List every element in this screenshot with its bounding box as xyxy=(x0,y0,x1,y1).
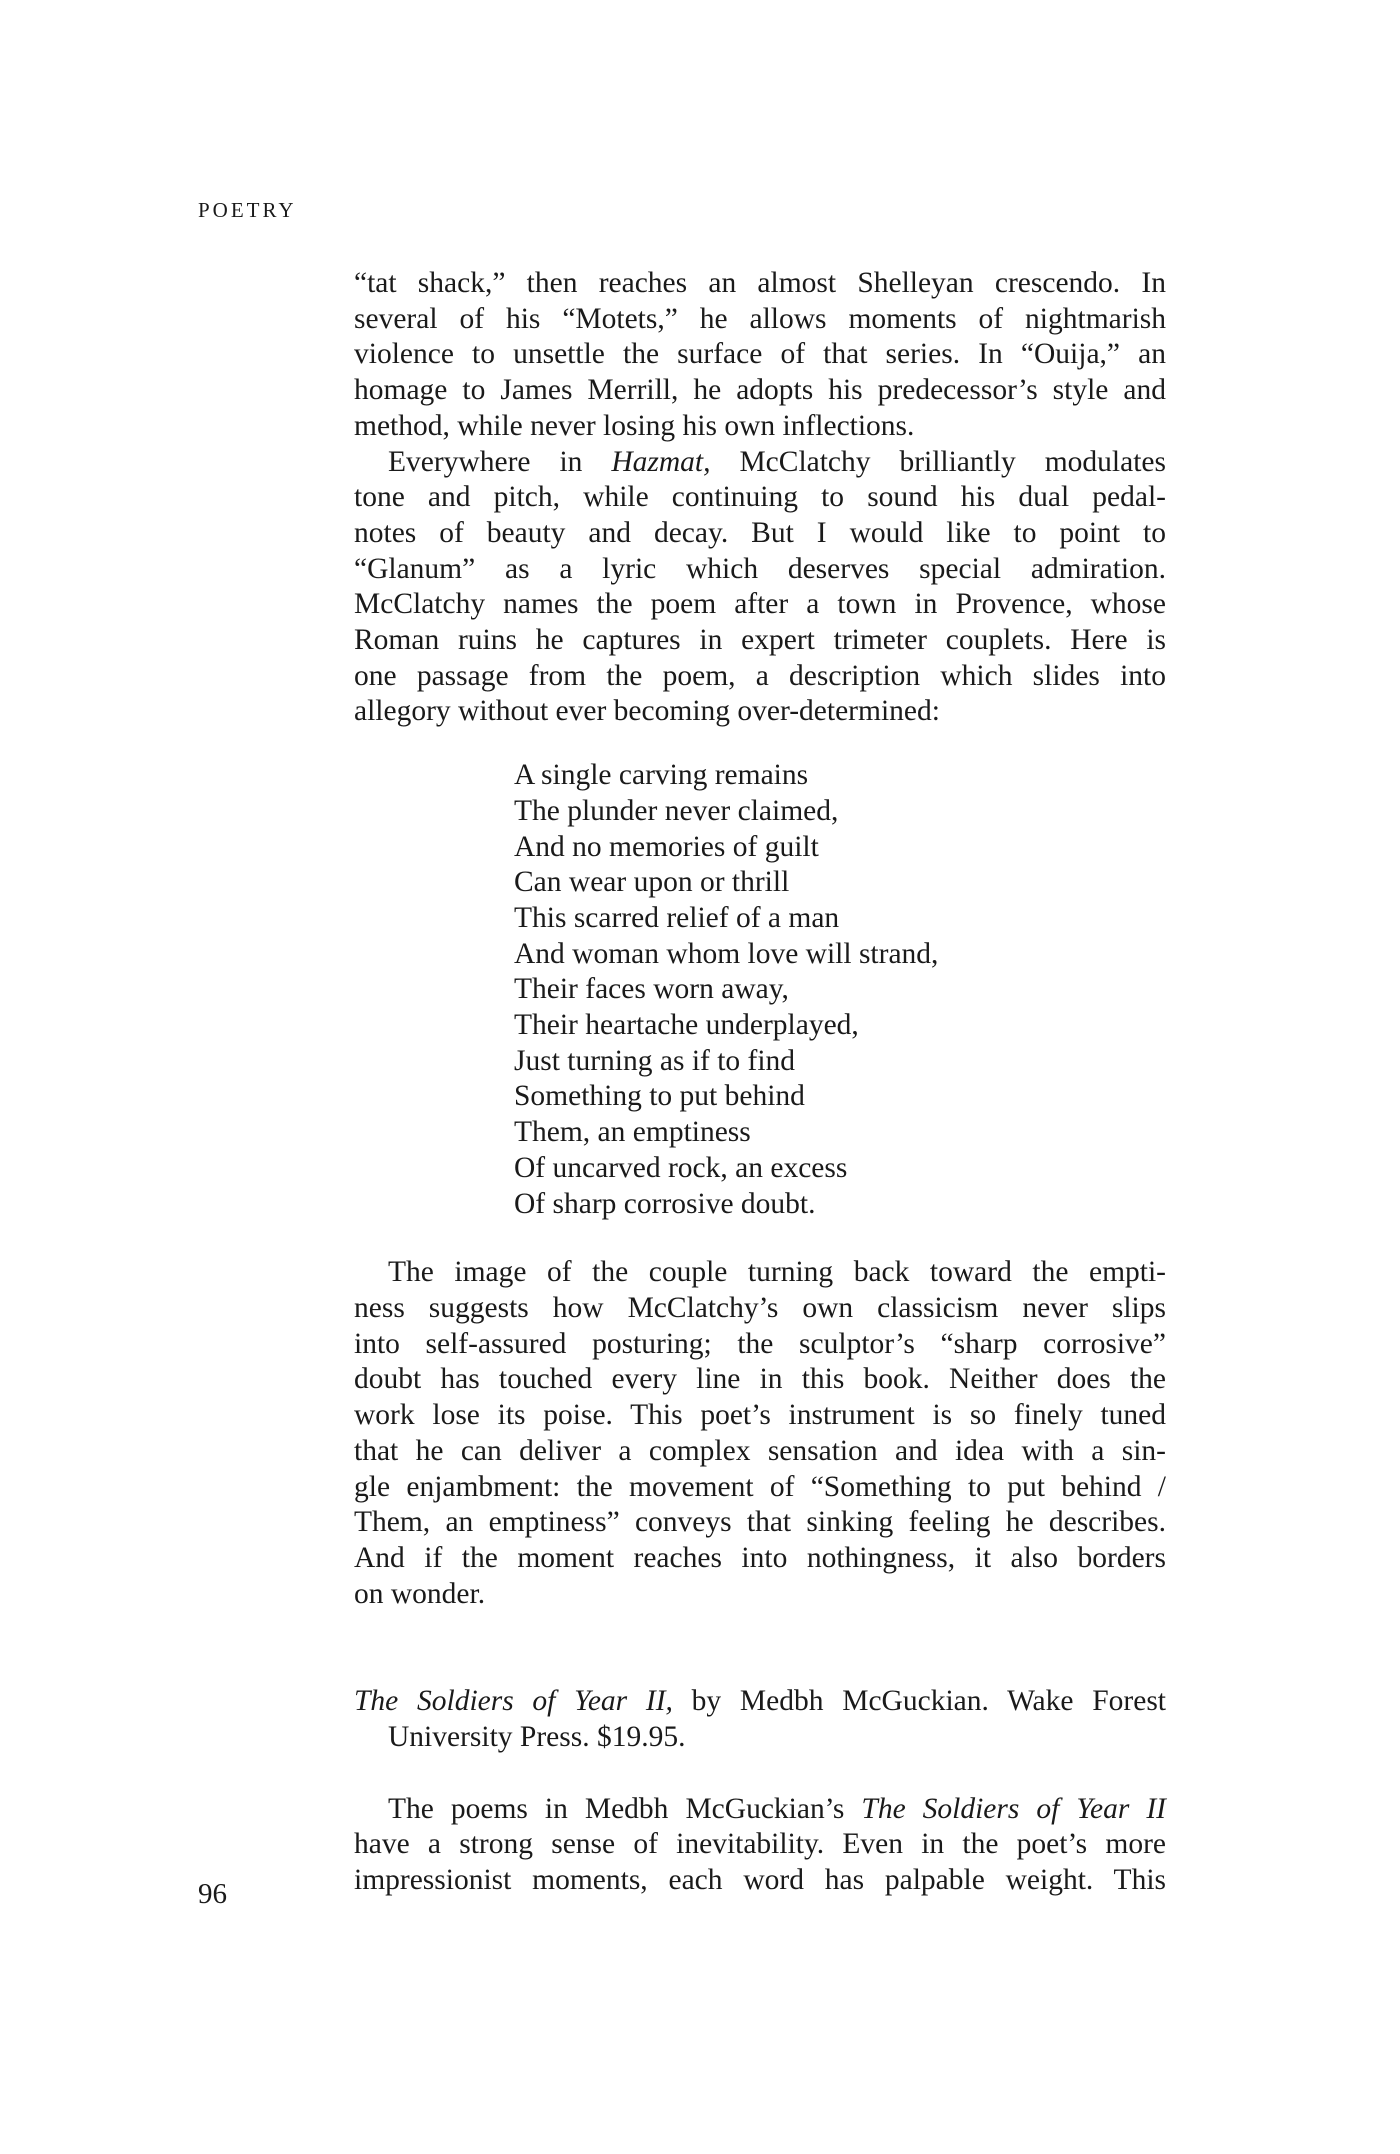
text-line: violence to unsettle the surface of that series. In “Ouija,” an xyxy=(354,338,1166,371)
paragraph-1 xyxy=(354,266,1166,445)
book-title-soldiers: The Soldiers of Year II xyxy=(861,1792,1167,1825)
text-column xyxy=(354,266,1166,1899)
review-byline: by Medbh McGuckian. Wake Forest xyxy=(672,1685,1166,1718)
text-line: have a strong sense of inevitability. Even in the poet’s more xyxy=(354,1828,1166,1861)
text-span: The poems in Medbh McGuckian’s xyxy=(388,1792,862,1825)
poem-line: Something to put behind xyxy=(514,1080,805,1113)
text-line: McClatchy names the poem after a town in Provence, whose xyxy=(354,588,1166,621)
text-line: method, while never losing his own inflections. xyxy=(354,409,915,442)
text-line: into self-assured posturing; the sculptor’s “sharp corrosive” xyxy=(354,1327,1166,1360)
text-span: McClatchy brilliantly modulates xyxy=(710,445,1166,478)
text-line: Them, an emptiness” conveys that sinking feeling he describes. xyxy=(354,1506,1166,1539)
poem-line: Them, an emptiness xyxy=(514,1116,751,1149)
review-header xyxy=(354,1684,1166,1755)
page-number: 96 xyxy=(198,1878,227,1910)
poem-excerpt xyxy=(354,758,1166,1222)
text-line: several of his “Motets,” he allows moments of nightmarish xyxy=(354,302,1166,335)
poem-line: This scarred relief of a man xyxy=(514,901,840,934)
text-line xyxy=(354,445,1166,481)
poem-line: Can wear upon or thrill xyxy=(514,866,790,899)
text-line: impressionist moments, each word has palpable weight. This xyxy=(354,1864,1166,1897)
text-line: notes of beauty and decay. But I would like to point to xyxy=(354,516,1166,549)
poem-line: Of sharp corrosive doubt. xyxy=(514,1187,816,1220)
poem-line: And woman whom love will strand, xyxy=(514,937,939,970)
text-line: tone and pitch, while continuing to sound his dual pedal- xyxy=(354,481,1166,514)
text-line: work lose its poise. This poet’s instrument is so finely tuned xyxy=(354,1399,1166,1432)
poem-line: Of uncarved rock, an excess xyxy=(514,1151,848,1184)
paragraph-4 xyxy=(354,1792,1166,1899)
text-line: ness suggests how McClatchy’s own classicism never slips xyxy=(354,1291,1166,1324)
paragraph-3 xyxy=(354,1255,1166,1612)
running-head: POETRY xyxy=(198,198,297,222)
text-line: homage to James Merrill, he adopts his predecessor’s style and xyxy=(354,374,1166,407)
book-title-hazmat: Hazmat, xyxy=(611,445,711,478)
poem-line: Their heartache underplayed, xyxy=(514,1009,859,1042)
text-line: allegory without ever becoming over-determined: xyxy=(354,695,940,728)
text-span: Everywhere in xyxy=(388,445,612,478)
poem-line: The plunder never claimed, xyxy=(514,794,839,827)
poem-line: Their faces worn away, xyxy=(514,973,789,1006)
text-line: on wonder. xyxy=(354,1577,486,1610)
text-line: doubt has touched every line in this book. Neither does the xyxy=(354,1363,1166,1396)
text-line: “Glanum” as a lyric which deserves special admiration. xyxy=(354,552,1166,585)
review-publisher: University Press. $19.95. xyxy=(388,1721,686,1754)
paragraph-2 xyxy=(354,445,1166,731)
text-line: Roman ruins he captures in expert trimeter couplets. Here is xyxy=(354,624,1166,657)
poem-line: Just turning as if to find xyxy=(514,1044,796,1077)
poem-line: And no memories of guilt xyxy=(514,830,819,863)
text-line: “tat shack,” then reaches an almost Shelleyan crescendo. In xyxy=(354,267,1166,299)
poem-line: A single carving remains xyxy=(514,759,809,792)
text-line xyxy=(354,1792,1166,1828)
review-book-title: The Soldiers of Year II, xyxy=(354,1685,673,1718)
text-line: gle enjambment: the movement of “Something to put behind / xyxy=(354,1470,1166,1503)
text-line: that he can deliver a complex sensation and idea with a sin- xyxy=(354,1434,1166,1467)
text-line: one passage from the poem, a description which slides into xyxy=(354,659,1166,692)
text-line: And if the moment reaches into nothingness, it also borders xyxy=(354,1541,1166,1574)
review-header-line xyxy=(354,1684,1166,1720)
text-line: The image of the couple turning back toward the empti- xyxy=(388,1256,1166,1289)
